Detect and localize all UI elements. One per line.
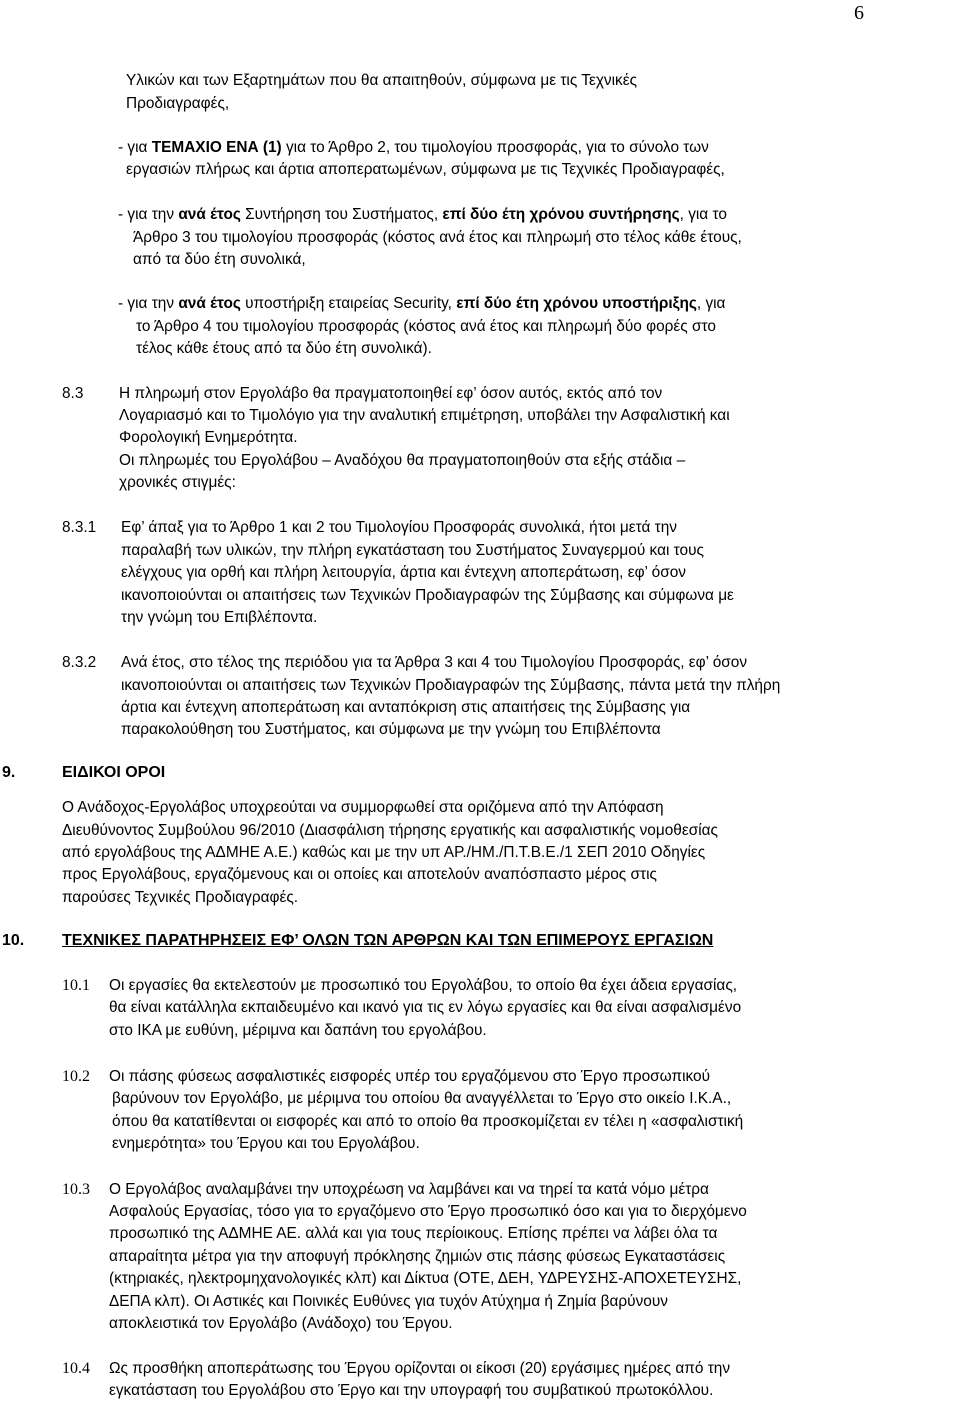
section-10-3-line-7: αποκλειστικά τον Εργολάβο (Ανάδοχο) του Έργου. xyxy=(109,1315,453,1332)
item-b-line-1 xyxy=(118,204,727,226)
item-a-line-1 xyxy=(118,137,709,159)
section-8-3-1-line-5: την γνώμη του Επιβλέποντα. xyxy=(121,609,318,626)
section-10-3-line-3: προσωπικό της ΑΔΜΗΕ ΑΕ. αλλά και για τους περίοικους. Επίσης πρέπει να λάβει όλα τα xyxy=(109,1225,718,1242)
item-b-bold-2: επί δύο έτη χρόνου συντήρησης xyxy=(442,206,680,223)
section-10-1-line-3: στο ΙΚΑ με ευθύνη, μέριμνα και δαπάνη του εργολάβου. xyxy=(109,1022,487,1039)
section-8-3-1-number: 8.3.1 xyxy=(62,519,97,536)
section-8-3-2-line-4: παρακολούθηση του Συστήματος, και σύμφωνα με την γνώμη του Επιβλέποντα xyxy=(121,721,661,738)
section-10-1-line-2: θα είναι κατάλληλα εκπαιδευμένο και ικανό για τις εν λόγω εργασίες και θα είναι ασφαλισμένο xyxy=(109,999,742,1016)
item-b-bold-1: ανά έτος xyxy=(178,206,241,223)
item-c-prefix: - για την xyxy=(118,295,179,312)
section-8-3-line-2: Λογαριασμό και το Τιμολόγιο για την αναλυτική επιμέτρηση, υποβάλει την Ασφαλιστική και xyxy=(119,407,730,424)
section-10-title: ΤΕΧΝΙΚΕΣ ΠΑΡΑΤΗΡΗΣΕΙΣ ΕΦ’ ΟΛΩΝ ΤΩΝ ΑΡΘΡΩΝ ΚΑΙ ΤΩΝ ΕΠΙΜΕΡΟΥΣ ΕΡΓΑΣΙΩΝ xyxy=(62,932,714,949)
item-c-mid: υποστήριξη εταιρείας Security, xyxy=(240,295,457,312)
section-9-line-5: παρούσες Τεχνικές Προδιαγραφές. xyxy=(62,889,299,906)
section-8-3-line-5: χρονικές στιγμές: xyxy=(119,474,236,491)
section-9-number: 9. xyxy=(2,764,16,781)
item-c-bold-1: ανά έτος xyxy=(178,295,241,312)
intro-line-2: Προδιαγραφές, xyxy=(126,95,230,112)
section-10-4-line-2: εγκατάσταση του Εργολάβου στο Έργο και την υπογραφή του συμβατικού πρωτοκόλλου. xyxy=(109,1382,714,1399)
section-8-3-number: 8.3 xyxy=(62,385,84,402)
section-8-3-2-line-3: άρτια και έντεχνη αποπεράτωση και ανταπόκριση στις απαιτήσεις της Σύμβασης για xyxy=(121,699,691,716)
section-8-3-line-4: Οι πληρωμές του Εργολάβου – Αναδόχου θα πραγματοποιηθούν στα εξής στάδια – xyxy=(119,452,686,469)
section-9-line-1: Ο Ανάδοχος-Εργολάβος υποχρεούται να συμμορφωθεί στα οριζόμενα από την Απόφαση xyxy=(62,799,664,816)
section-9-title: ΕΙΔΙΚΟΙ ΟΡΟΙ xyxy=(62,764,166,781)
section-9-line-2: Διευθύνοντος Συμβούλου 96/2010 (Διασφάλιση τήρησης εργατικής και ασφαλιστικής νομοθεσίας xyxy=(62,822,718,839)
section-10-3-number: 10.3 xyxy=(62,1181,90,1198)
section-10-3-line-4: απαραίτητα μέτρα για την αποφυγή πρόκλησης ζημιών στις πάσης φύσεως Εγκαταστάσεις xyxy=(109,1248,726,1265)
section-10-2-line-3: όπου θα κατατίθενται οι εισφορές και από το οποίο θα προσκομίζεται εν τέλει η «ασφαλιστική xyxy=(112,1113,744,1130)
section-10-4-line-1: Ως προσθήκη αποπεράτωσης του Έργου ορίζονται οι είκοσι (20) εργάσιμες ημέρες από την xyxy=(109,1360,731,1377)
item-c-line-2: το Άρθρο 4 του τιμολογίου προσφοράς (κόστος ανά έτος και πληρωμή δύο φορές στο xyxy=(136,318,716,335)
item-a-line-2: εργασιών πλήρως και άρτια αποπερατωμένων, σύμφωνα με τις Τεχνικές Προδιαγραφές, xyxy=(126,161,725,178)
section-10-4-number: 10.4 xyxy=(62,1360,90,1377)
item-b-mid: Συντήρηση του Συστήματος, xyxy=(240,206,443,223)
section-8-3-1-line-1: Εφ’ άπαξ για το Άρθρο 1 και 2 του Τιμολογίου Προσφοράς συνολικά, ήτοι μετά την xyxy=(121,519,677,536)
section-8-3-2-number: 8.3.2 xyxy=(62,654,97,671)
section-9-line-4: προς Εργολάβους, εργαζόμενους και οι οποίες και αποτελούν αναπόσπαστο μέρος στις xyxy=(62,866,657,883)
item-a-bold: ΤΕΜΑΧΙΟ ΕΝΑ (1) xyxy=(151,139,282,156)
section-10-3-line-6: ΔΕΠΑ κλπ). Οι Αστικές και Ποινικές Ευθύνες για τυχόν Ατύχημα ή Ζημία βαρύνουν xyxy=(109,1293,668,1310)
item-b-rest: , για το xyxy=(679,206,727,223)
item-c-line-1 xyxy=(118,293,725,315)
section-10-3-line-1: Ο Εργολάβος αναλαμβάνει την υποχρέωση να λαμβάνει και να τηρεί τα κατά νόμο μέτρα xyxy=(109,1181,709,1198)
item-b-line-2: Άρθρο 3 του τιμολογίου προσφοράς (κόστος ανά έτος και πληρωμή στο τέλος κάθε έτους, xyxy=(133,229,742,246)
intro-line-1: Υλικών και των Εξαρτημάτων που θα απαιτηθούν, σύμφωνα με τις Τεχνικές xyxy=(126,72,637,89)
section-9-line-3: από εργολάβους της ΑΔΜΗΕ Α.Ε.) καθώς και με την υπ ΑΡ./ΗΜ./Π.Τ.Β.Ε./1 ΣΕΠ 2010 Οδηγίες xyxy=(62,844,706,861)
item-c-line-3: τέλος κάθε έτους από τα δύο έτη συνολικά). xyxy=(136,340,432,357)
section-10-2-number: 10.2 xyxy=(62,1068,90,1085)
section-10-1-line-1: Οι εργασίες θα εκτελεστούν με προσωπικό του Εργολάβου, το οποίο θα έχει άδεια εργασίας, xyxy=(109,977,738,994)
item-a-prefix: - για xyxy=(118,139,152,156)
section-8-3-1-line-4: ικανοποιούνται οι απαιτήσεις των Τεχνικών Προδιαγραφών της Σύμβασης και σύμφωνα με xyxy=(121,587,734,604)
item-a-rest: για το Άρθρο 2, του τιμολογίου προσφοράς, για το σύνολο των xyxy=(281,139,709,156)
section-8-3-2-line-1: Ανά έτος, στο τέλος της περιόδου για τα Άρθρα 3 και 4 του Τιμολογίου Προσφοράς, εφ’ όσον xyxy=(121,654,748,671)
section-10-2-line-2: βαρύνουν τον Εργολάβο, με μέριμνα του οποίου θα αναγγέλλεται το Έργο στο οικείο Ι.Κ.Α., xyxy=(112,1090,732,1107)
item-c-rest: , για xyxy=(696,295,726,312)
section-8-3-line-1: Η πληρωμή στον Εργολάβο θα πραγματοποιηθεί εφ’ όσον αυτός, εκτός από τον xyxy=(119,385,663,402)
section-10-3-line-5: (κτηριακές, ηλεκτρομηχανολογικές κλπ) και Δίκτυα (ΟΤΕ, ΔΕΗ, ΥΔΡΕΥΣΗΣ-ΑΠΟΧΕΤΕΥΣΗΣ, xyxy=(109,1270,742,1287)
section-8-3-1-line-2: παραλαβή των υλικών, την πλήρη εγκατάσταση του Συστήματος Συναγερμού και τους xyxy=(121,542,704,559)
page-number: 6 xyxy=(854,2,864,24)
section-8-3-line-3: Φορολογική Ενημερότητα. xyxy=(119,429,298,446)
section-10-3-line-2: Ασφαλούς Εργασίας, τόσο για το εργαζόμενο στο Έργο προσωπικό όσο και για το διερχόμενο xyxy=(109,1203,747,1220)
section-10-number: 10. xyxy=(2,932,25,949)
item-b-prefix: - για την xyxy=(118,206,179,223)
item-c-bold-2: επί δύο έτη χρόνου υποστήριξης xyxy=(456,295,697,312)
section-10-2-line-4: ενημερότητα» του Έργου και του Εργολάβου. xyxy=(112,1135,420,1152)
section-8-3-1-line-3: ελέγχους για ορθή και πλήρη λειτουργία, άρτια και έντεχνη αποπεράτωση, εφ’ όσον xyxy=(121,564,686,581)
section-10-2-line-1: Οι πάσης φύσεως ασφαλιστικές εισφορές υπέρ του εργαζόμενου στο Έργο προσωπικού xyxy=(109,1068,710,1085)
section-8-3-2-line-2: ικανοποιούνται οι απαιτήσεις των Τεχνικών Προδιαγραφών της Σύμβασης, πάντα μετά την πλήρη xyxy=(121,677,781,694)
item-b-line-3: από τα δύο έτη συνολικά, xyxy=(133,251,306,268)
section-10-1-number: 10.1 xyxy=(62,977,90,994)
